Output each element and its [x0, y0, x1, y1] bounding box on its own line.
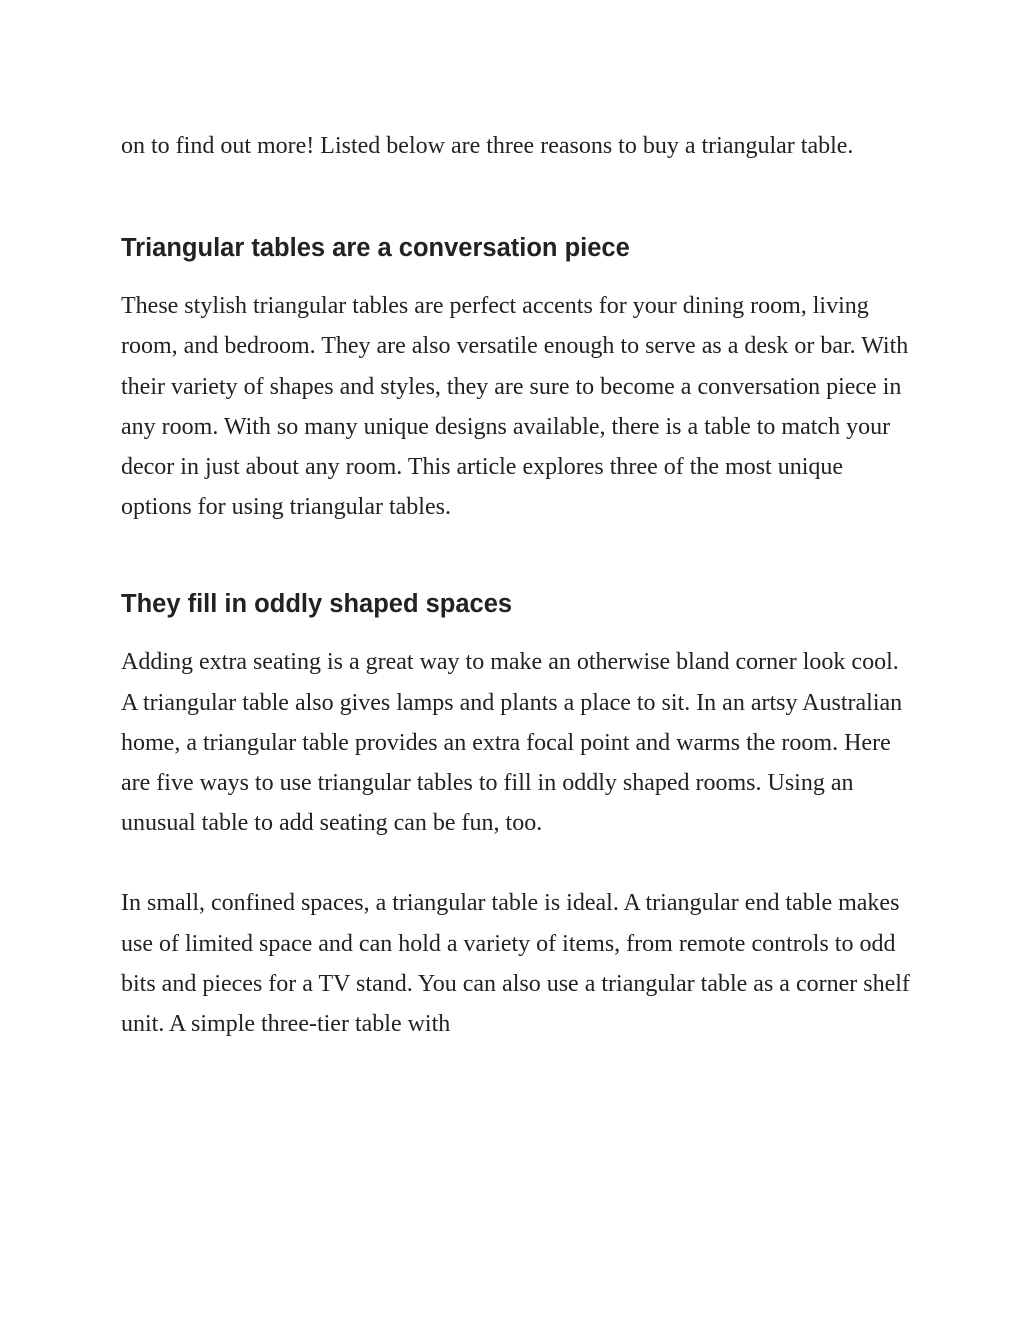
section-paragraph-extra-seating: Adding extra seating is a great way to make an otherwise bland corner look cool. A triangular table also gives lamps and plants a place to sit. In an artsy Australian home, a triangular table provides an extra focal point and warms the room. Here are five ways to use triangular tables to fill in oddly shaped rooms. Using an unusual table to add seating can be fun, too. — [121, 649, 903, 837]
section-paragraph-confined-spaces: In small, confined spaces, a triangular table is ideal. A triangular end table makes use of limited space and can hold a variety of items, from remote controls to odd bits and pieces for a TV stand. You can also use a triangular table as a corner shelf unit. A simple three-tier table with — [121, 890, 910, 1038]
section-heading-conversation-piece: Triangular tables are a conversation piece — [121, 234, 630, 263]
document-page — [121, 126, 911, 1044]
intro-paragraph: on to find out more! Listed below are three reasons to buy a triangular table. — [121, 133, 854, 159]
section-heading-oddly-shaped-spaces: They fill in oddly shaped spaces — [121, 590, 513, 619]
section-paragraph-conversation-piece: These stylish triangular tables are perfect accents for your dining room, living room, and bedroom. They are also versatile enough to serve as a desk or bar. With their variety of shapes and styles, they are sure to become a conversation piece in any room. With so many unique designs available, there is a table to match your decor in just about any room. This article explores three of the most unique options for using triangular tables. — [121, 293, 909, 521]
